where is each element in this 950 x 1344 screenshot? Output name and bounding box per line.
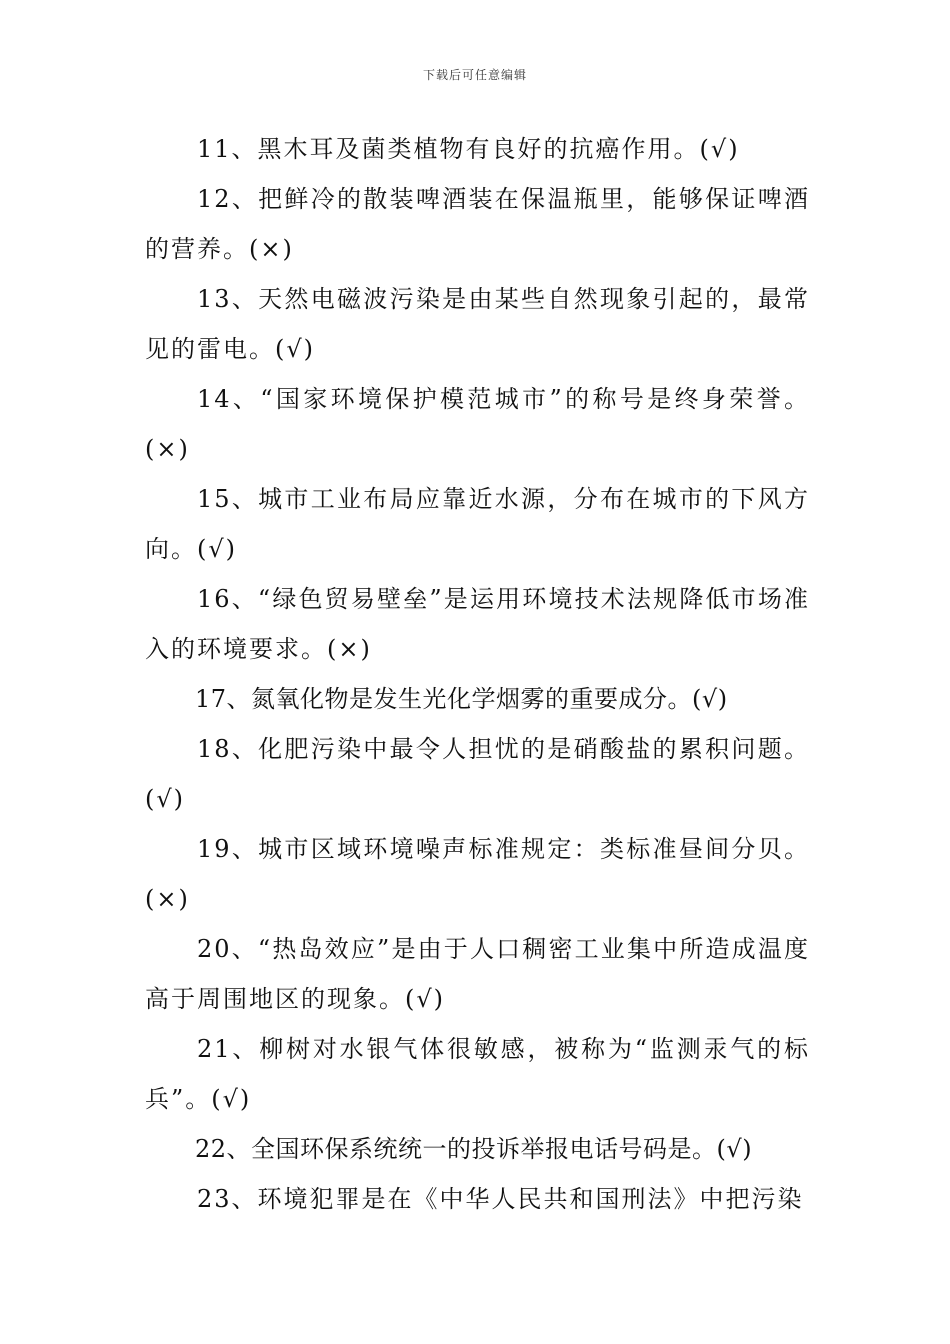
question-12: 12、把鲜冷的散装啤酒装在保温瓶里，能够保证啤酒的营养。(×) (145, 185, 810, 263)
question-15: 15、城市工业布局应靠近水源，分布在城市的下风方向。(√) (145, 485, 810, 563)
page-header-note: 下载后可任意编辑 (422, 68, 527, 82)
question-21: 21、柳树对水银气体很敏感，被称为“监测汞气的标兵”。(√) (145, 1035, 810, 1113)
question-19: 19、城市区域环境噪声标准规定：类标准昼间分贝。(×) (145, 835, 810, 913)
question-11: 11、黑木耳及菌类植物有良好的抗癌作用。(√) (197, 135, 740, 163)
question-18: 18、化肥污染中最令人担忧的是硝酸盐的累积问题。(√) (145, 735, 810, 813)
question-20: 20、“热岛效应”是由于人口稠密工业集中所造成温度高于周围地区的现象。(√) (145, 935, 810, 1013)
question-22: 22、全国环保系统统一的投诉举报电话号码是。(√) (195, 1135, 753, 1163)
document-body (145, 124, 810, 1224)
question-16: 16、“绿色贸易壁垒”是运用环境技术法规降低市场准入的环境要求。(×) (145, 585, 810, 663)
question-23: 23、环境犯罪是在《中华人民共和国刑法》中把污染 (197, 1185, 804, 1213)
question-13: 13、天然电磁波污染是由某些自然现象引起的，最常见的雷电。(√) (145, 285, 810, 363)
question-14: 14、“国家环境保护模范城市”的称号是终身荣誉。(×) (145, 385, 810, 463)
question-17: 17、氮氧化物是发生光化学烟雾的重要成分。(√) (195, 685, 728, 713)
